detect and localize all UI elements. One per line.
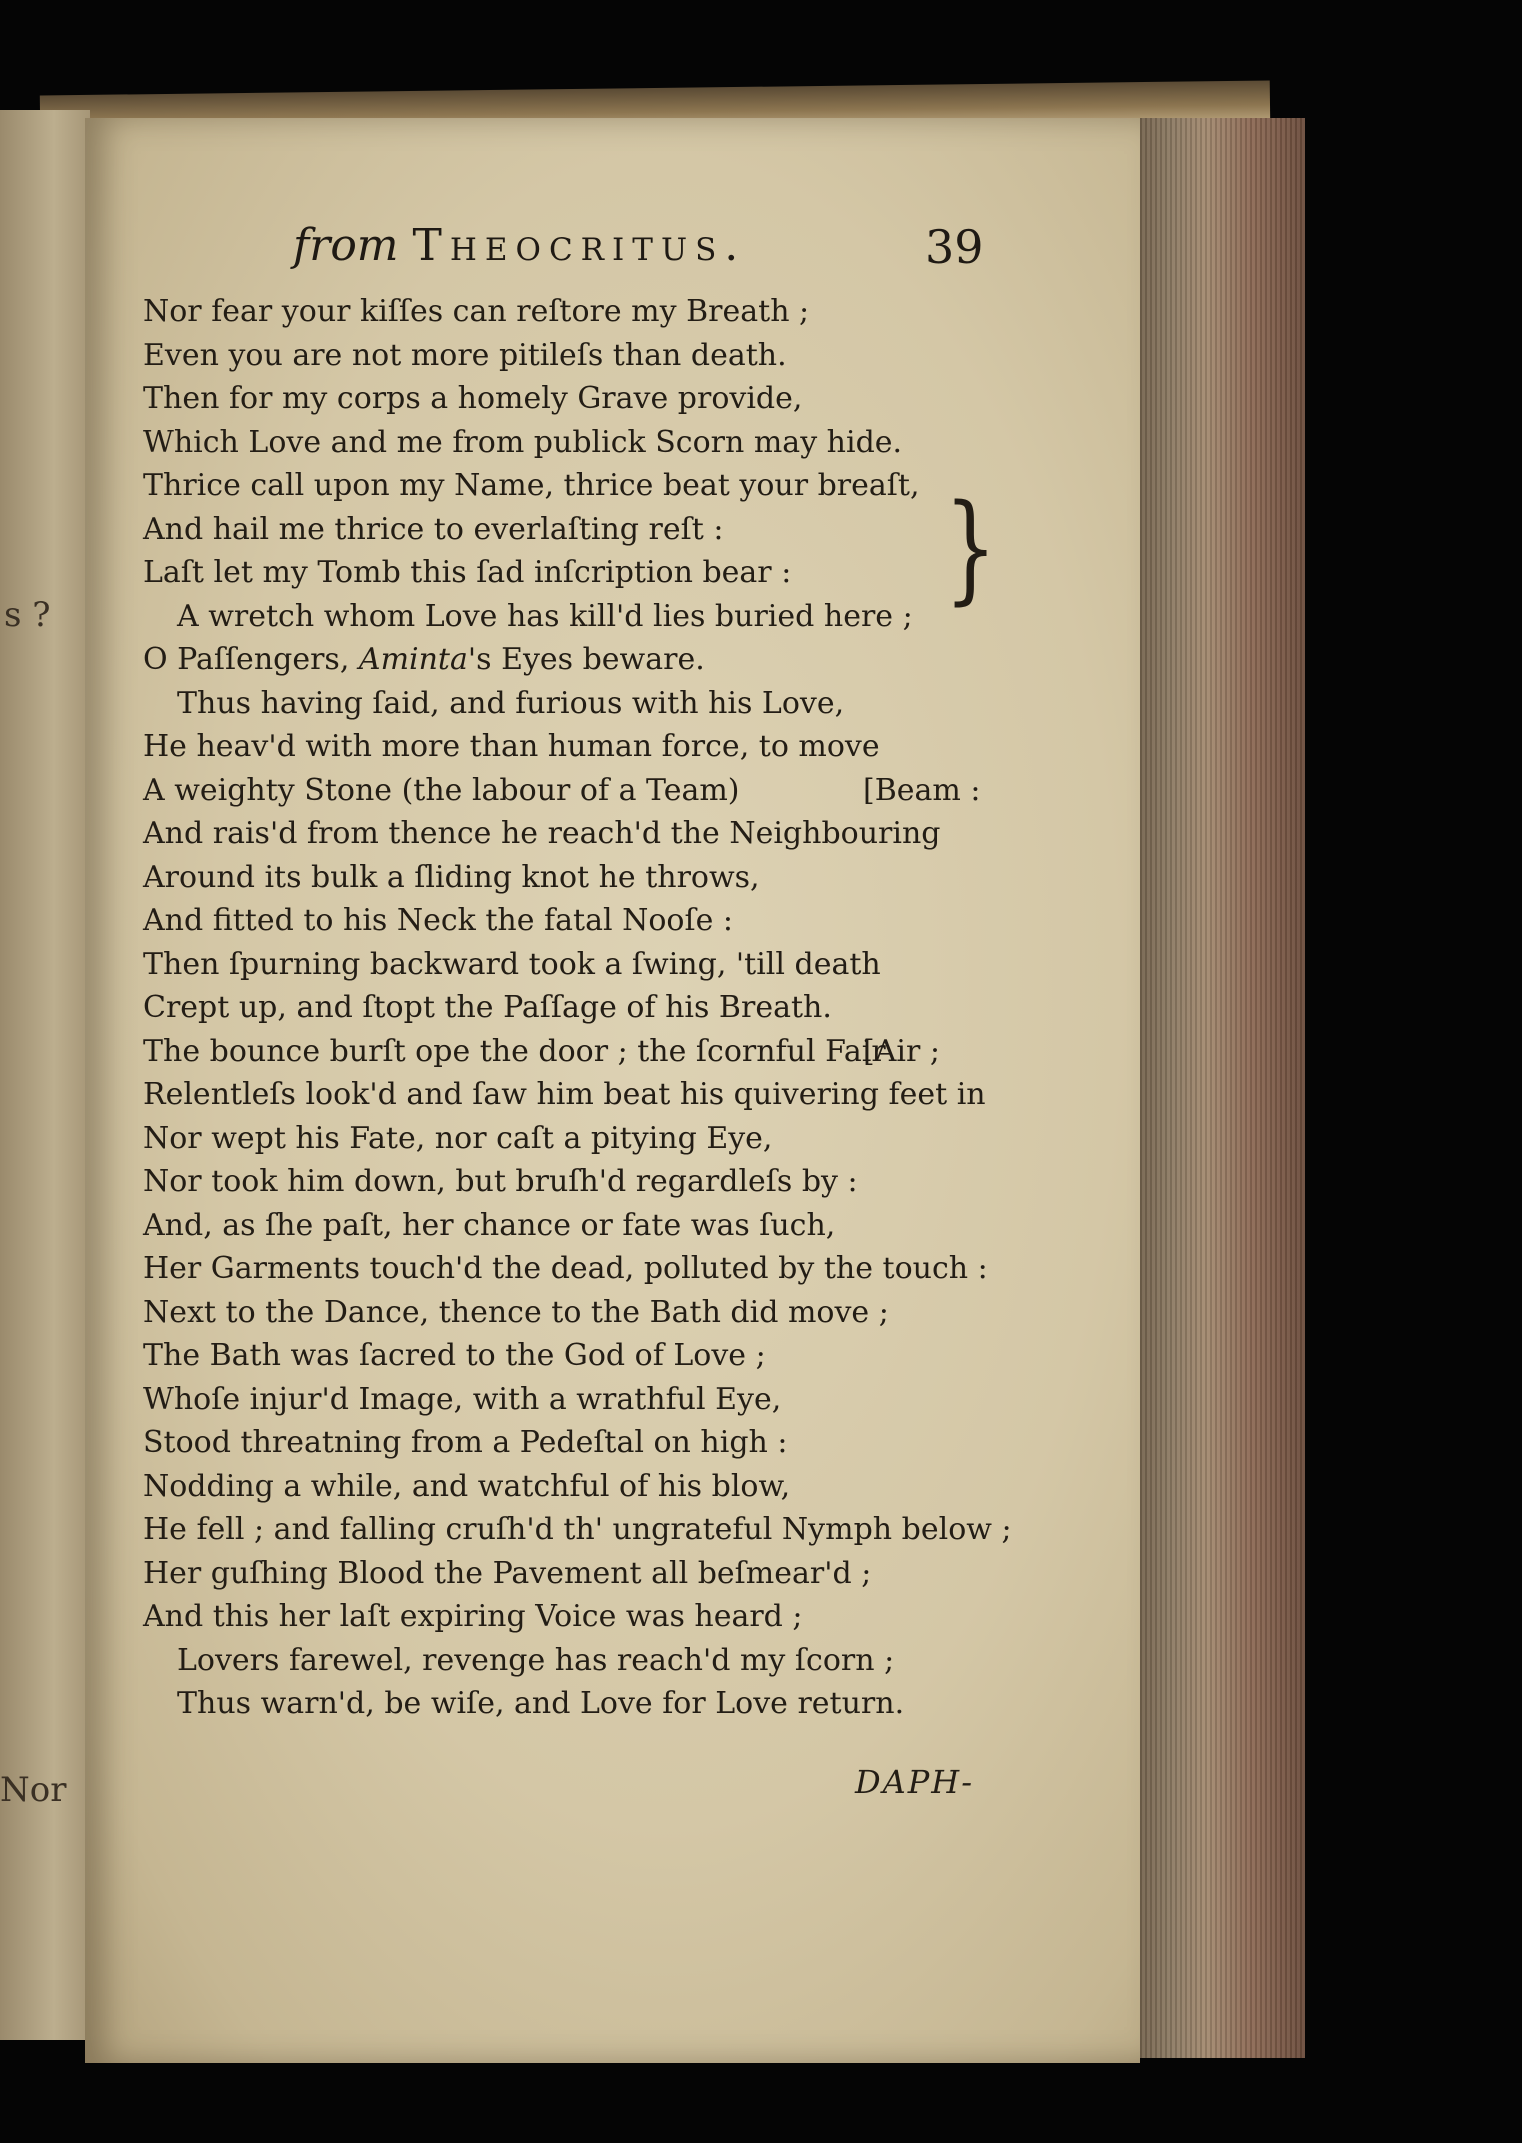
page-number: 39: [925, 220, 984, 274]
facing-page-edge: [0, 110, 90, 2040]
turnover-note: [Air ;: [863, 1033, 940, 1069]
poem-line: Which Love and me from publick Scorn may hide.: [143, 424, 903, 460]
turnover-note: [Beam :: [863, 772, 981, 808]
poem-line: A weighty Stone (the labour of a Team) [Beam :: [143, 769, 1103, 813]
poem-line: Thus having ſaid, and furious with his Love,: [177, 685, 845, 721]
poem-line: Even you are not more pitileſs than death.: [143, 337, 787, 373]
poem-line: Nodding a while, and watchful of his blow,: [143, 1468, 791, 1504]
poem-line: Whoſe injur'd Image, with a wrathful Eye,: [143, 1381, 782, 1417]
running-head: [293, 220, 746, 271]
poem-line: And hail me thrice to everlaſting reſt :: [143, 511, 724, 547]
poem-line: Laſt let my Tomb this ſad inſcription bear :: [143, 555, 792, 590]
poem-line: Crept up, and ſtopt the Paſſage of his Breath.: [143, 990, 832, 1025]
poem-line: Her guſhing Blood the Pavement all beſmear'd ;: [143, 1555, 872, 1591]
poem-line: Thus warn'd, be wiſe, and Love for Love return.: [177, 1686, 905, 1721]
poem-line: And this her laſt expiring Voice was heard ;: [143, 1599, 803, 1634]
poem-line: A wretch whom Love has kill'd lies buried here ;: [177, 598, 913, 634]
poem-line: He fell ; and falling cruſh'd th' ungrateful Nymph below ;: [143, 1512, 1012, 1547]
page-header: [85, 220, 1140, 280]
poem-line: Lovers farewel, revenge has reach'd my ſcorn ;: [177, 1642, 895, 1678]
poem-line: Thrice call upon my Name, thrice beat your breaſt,: [143, 468, 920, 503]
book-page: [85, 118, 1140, 2063]
poem-line: O Paſſengers, Aminta's Eyes beware.: [143, 642, 705, 677]
running-head-prefix: from: [293, 220, 399, 271]
page-block-edge: [1125, 118, 1305, 2058]
poem-line: He heav'd with more than human force, to move: [143, 729, 880, 764]
poem-line: Around its bulk a ſliding knot he throws,: [143, 859, 760, 895]
facing-page-fragment: Nor: [0, 1770, 67, 1810]
poem-line: Nor fear your kiſſes can reſtore my Breath ;: [143, 294, 810, 329]
poem-line: Her Garments touch'd the dead, polluted by the touch :: [143, 1251, 988, 1286]
poem-line: Relentleſs look'd and ſaw him beat his quivering feet in: [143, 1077, 986, 1112]
poem-line: And rais'd from thence he reach'd the Neighbouring: [143, 816, 941, 851]
poem-line: The bounce burſt ope the door ; the ſcornful Fair [Air ;: [143, 1030, 1103, 1074]
poem-line: Next to the Dance, thence to the Bath did move ;: [143, 1294, 889, 1330]
poem-line: Then ſpurning backward took a ſwing, 'till death: [143, 946, 881, 982]
poem-line: Stood threatning from a Pedeſtal on high :: [143, 1425, 788, 1460]
catchword: DAPH-: [855, 1763, 975, 1801]
italic-name: Aminta: [358, 642, 468, 677]
poem-line: Then for my corps a homely Grave provide,: [143, 381, 803, 416]
triplet-brace: }: [944, 478, 997, 616]
poem-line: The Bath was ſacred to the God of Love ;: [143, 1338, 766, 1373]
poem-line: Nor took him down, but bruſh'd regardleſs by :: [143, 1164, 858, 1199]
poem-line: And, as ſhe paſt, her chance or fate was ſuch,: [143, 1207, 836, 1243]
running-head-title: Theocritus.: [412, 220, 747, 271]
poem-line: Nor wept his Fate, nor caſt a pitying Eye,: [143, 1120, 773, 1156]
poem-line: And fitted to his Neck the fatal Nooſe :: [143, 903, 733, 938]
facing-page-fragment: s ?: [4, 595, 51, 635]
